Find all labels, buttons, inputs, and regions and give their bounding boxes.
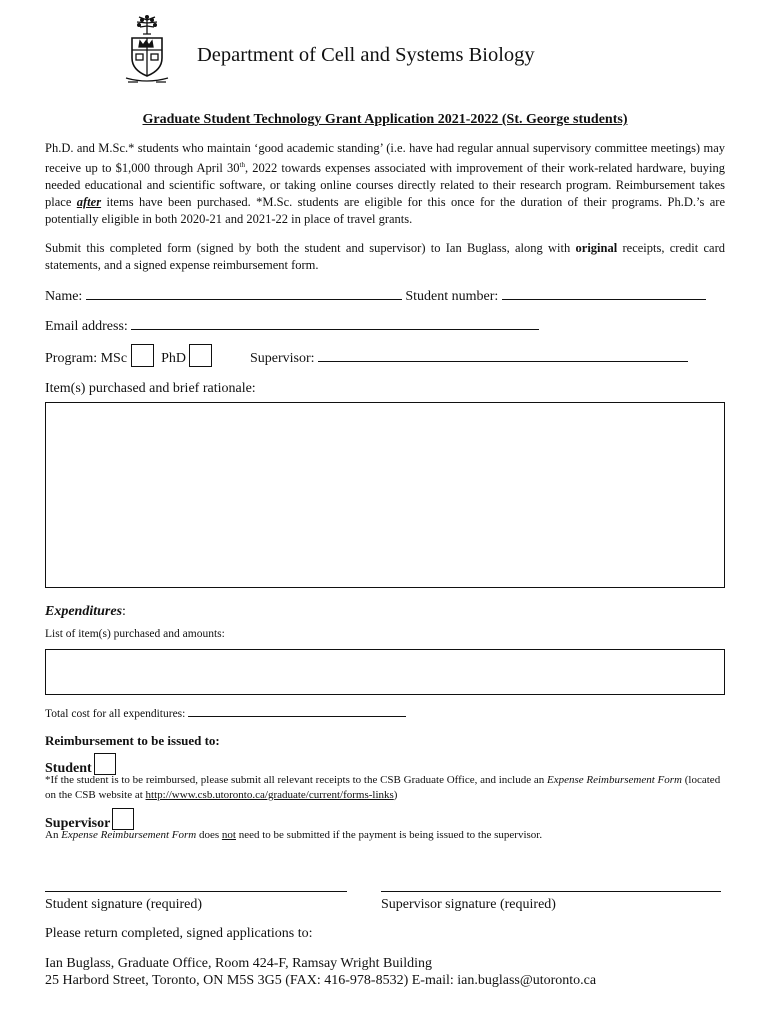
email-row xyxy=(45,315,539,335)
supervisor-field[interactable] xyxy=(318,347,688,362)
submission-instructions: Submit this completed form (signed by both the student and supervisor) to Ian Buglass, along with original receipts, credit card statements, and a signed expense reimbursement form. xyxy=(45,241,725,272)
expenditures-list-label: List of item(s) purchased and amounts: xyxy=(45,628,225,640)
return-address-line1: Ian Buglass, Graduate Office, Room 424-F, Ramsay Wright Building xyxy=(45,956,433,971)
student-reimbursement-note: *If the student is to be reimbursed, please submit all relevant receipts to the CSB Graduate Office, and include an Expense Reimbursement Form (located on the CSB website at http://www.csb.utoronto.ca/graduate/current/forms-links) xyxy=(45,774,721,801)
department-name: Department of Cell and Systems Biology xyxy=(197,44,535,66)
after-emphasis: after xyxy=(76,195,102,210)
supervisor-label: Supervisor: xyxy=(249,351,315,366)
program-msc-label: Program: MSc xyxy=(45,351,128,366)
name-field[interactable] xyxy=(86,285,402,300)
student-signature-line[interactable] xyxy=(45,891,347,892)
program-row xyxy=(45,344,725,367)
rationale-label: Item(s) purchased and brief rationale: xyxy=(45,381,256,396)
name-label: Name: xyxy=(45,289,83,304)
total-cost-label: Total cost for all expenditures: xyxy=(45,708,186,720)
university-crest-logo xyxy=(122,14,172,92)
intro-paragraph: Ph.D. and M.Sc.* students who maintain ‘good academic standing’ (i.e. have had regular annual supervisory committee meetings) may receive up to $1,000 through April 30th, 2022 towards expenses associated with improvement of their work-related hardware, buying needed educational and scientific software, or taking online courses directly related to their research program. Reimbursement takes place after items have been purchased. *M.Sc. students are eligible for this once for the duration of their programs. Ph.D.’s are potentially eligible in both 2020-21 and 2021-22 in place of travel grants. xyxy=(45,141,725,227)
msc-checkbox[interactable] xyxy=(131,344,154,367)
return-instructions: Please return completed, signed applications to: xyxy=(45,926,313,941)
student-reimburse-checkbox[interactable] xyxy=(94,753,116,775)
supervisor-signature-line[interactable] xyxy=(381,891,721,892)
reimbursement-heading: Reimbursement to be issued to: xyxy=(45,733,220,748)
name-row xyxy=(45,285,725,305)
supervisor-option-label: Supervisor xyxy=(45,816,111,831)
expenditures-heading: Expenditures: xyxy=(45,604,126,619)
email-field[interactable] xyxy=(131,315,539,330)
phd-label: PhD xyxy=(161,351,186,366)
forms-link[interactable]: http://www.csb.utoronto.ca/graduate/current/forms-links xyxy=(145,789,394,801)
student-number-field[interactable] xyxy=(502,285,706,300)
student-signature-label: Student signature (required) xyxy=(45,897,203,912)
total-cost-field[interactable] xyxy=(188,705,406,717)
supervisor-reimbursement-note: An Expense Reimbursement Form does not need to be submitted if the payment is being issued to the supervisor. xyxy=(45,829,543,841)
return-address-line2: 25 Harbord Street, Toronto, ON M5S 3G5 (FAX: 416-978-8532) E-mail: ian.buglass@utoronto.ca xyxy=(45,973,597,988)
rationale-textarea[interactable] xyxy=(45,402,725,588)
supervisor-signature-label: Supervisor signature (required) xyxy=(381,897,556,912)
supervisor-reimburse-checkbox[interactable] xyxy=(112,808,134,830)
total-cost-row xyxy=(45,705,406,720)
student-option-label: Student xyxy=(45,761,92,776)
expenditures-list-field[interactable] xyxy=(45,649,725,695)
email-label: Email address: xyxy=(45,319,128,334)
student-number-label: Student number: xyxy=(405,289,499,304)
form-title: Graduate Student Technology Grant Application 2021-2022 (St. George students) xyxy=(142,112,628,127)
phd-checkbox[interactable] xyxy=(189,344,212,367)
